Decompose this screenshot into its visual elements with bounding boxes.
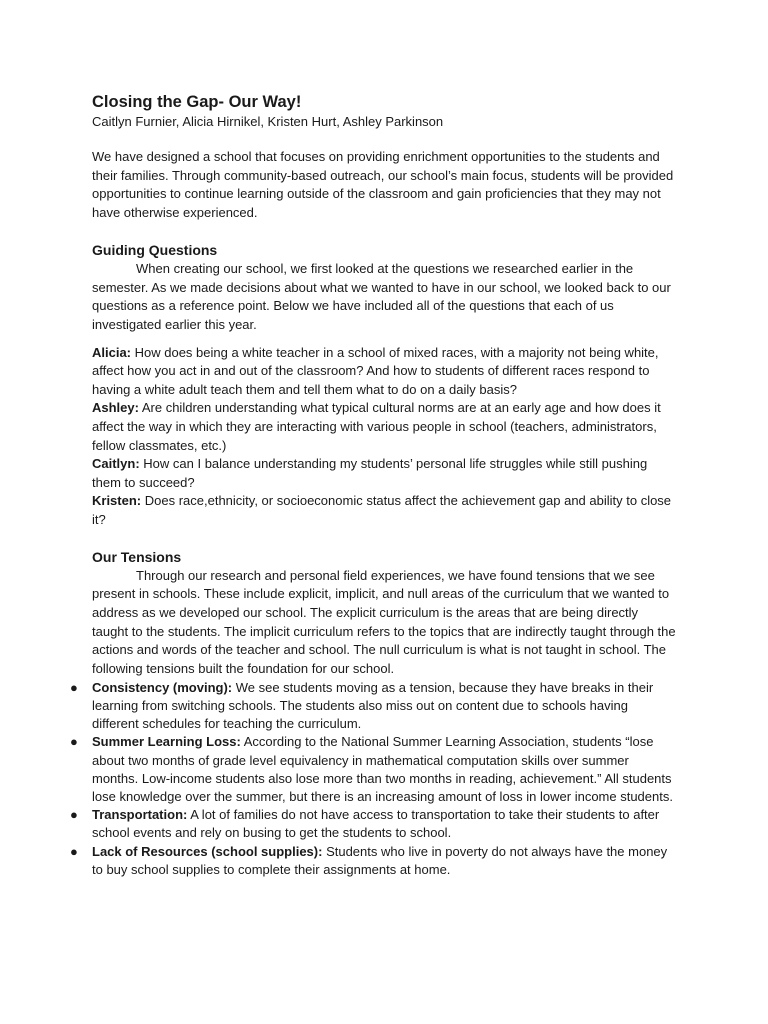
question-text: How does being a white teacher in a school of mixed races, with a majority not being white, affect how you act in and out of the classroom? And how to students of different races respond to having a white adult teach them and tell them what to do on a daily basis? (92, 344, 659, 397)
item-label: Summer Learning Loss: (92, 734, 241, 750)
question-alicia (92, 344, 676, 400)
question-text: How can I balance understanding my students’ personal life struggles while still pushing them to succeed? (92, 456, 648, 490)
question-text: Does race,ethnicity, or socioeconomic status affect the achievement gap and ability to close it? (92, 493, 672, 527)
question-caitlyn (92, 455, 676, 492)
item-label: Lack of Resources (school supplies): (92, 843, 323, 859)
item-text: A lot of families do not have access to transportation to take their students to after school events and rely on busing to get the students to school. (92, 807, 660, 841)
guiding-questions-paragraph: When creating our school, we first looked at the questions we researched earlier in the semester. As we made decisions about what we wanted to have in our school, we looked back to our questions as a reference point. Below we have included all of the questions that each of us investigated earlier this year. (92, 260, 671, 332)
item-text: Students who live in poverty do not always have the money to buy school supplies to complete their assignments at home. (92, 843, 668, 877)
question-ashley (92, 399, 676, 455)
list-item (70, 806, 676, 842)
tensions-heading: Our Tensions (92, 548, 182, 565)
item-label: Transportation: (92, 807, 188, 823)
item-label: Consistency (moving): (92, 679, 233, 695)
tensions-paragraph: Through our research and personal field experiences, we have found tensions that we see present in schools. These include explicit, implicit, and null areas of the curriculum that we wanted to address as we developed our school. The explicit curriculum is the areas that are being directly taught to the students. The implicit curriculum refers to the topics that are indirectly taught through the actions and words of the teacher and school. The null curriculum is what is not taught in school. The following tensions built the foundation for our school. (92, 567, 676, 677)
question-kristen (92, 492, 676, 529)
bullet-icon: ● (70, 679, 78, 695)
list-item (70, 843, 676, 879)
intro-paragraph: We have designed a school that focuses on providing enrichment opportunities to the students and their families. Through community-based outreach, our school’s main focus, students will be provided opportunities to continue learning outside of the classroom and gain proficiencies that they may not have otherwise experienced. (92, 149, 674, 221)
list-item (70, 733, 676, 806)
item-text: According to the National Summer Learning Association, students “lose about two months of grade level equivalency in mathematical computation skills over summer months. Low-income students also lose more than two months in reading, achievement.” All students lose knowledge over the summer, but there is an increasing amount of loss in lower income students. (92, 734, 673, 804)
bullet-icon: ● (70, 843, 78, 859)
question-name: Alicia: (92, 344, 132, 360)
questions-list (92, 344, 676, 530)
list-item (70, 679, 676, 734)
question-name: Ashley: (92, 400, 139, 416)
guiding-questions-heading: Guiding Questions (92, 241, 218, 258)
question-name: Kristen: (92, 493, 142, 509)
bullet-icon: ● (70, 734, 78, 750)
question-text: Are children understanding what typical cultural norms are at an early age and how does it affect the way in which they are interacting with various people in school (teachers, administrators, fellow classmates, etc.) (92, 400, 661, 453)
tensions-list (70, 679, 676, 879)
bullet-icon: ● (70, 807, 78, 823)
authors-line: Caitlyn Furnier, Alicia Hirnikel, Kristen Hurt, Ashley Parkinson (92, 114, 444, 129)
question-name: Caitlyn: (92, 456, 140, 472)
item-text: We see students moving as a tension, because they have breaks in their learning from switching schools. The students also miss out on content due to schools having different schedules for teaching the curriculum. (92, 679, 654, 732)
document-title: Closing the Gap- Our Way! (92, 93, 302, 111)
